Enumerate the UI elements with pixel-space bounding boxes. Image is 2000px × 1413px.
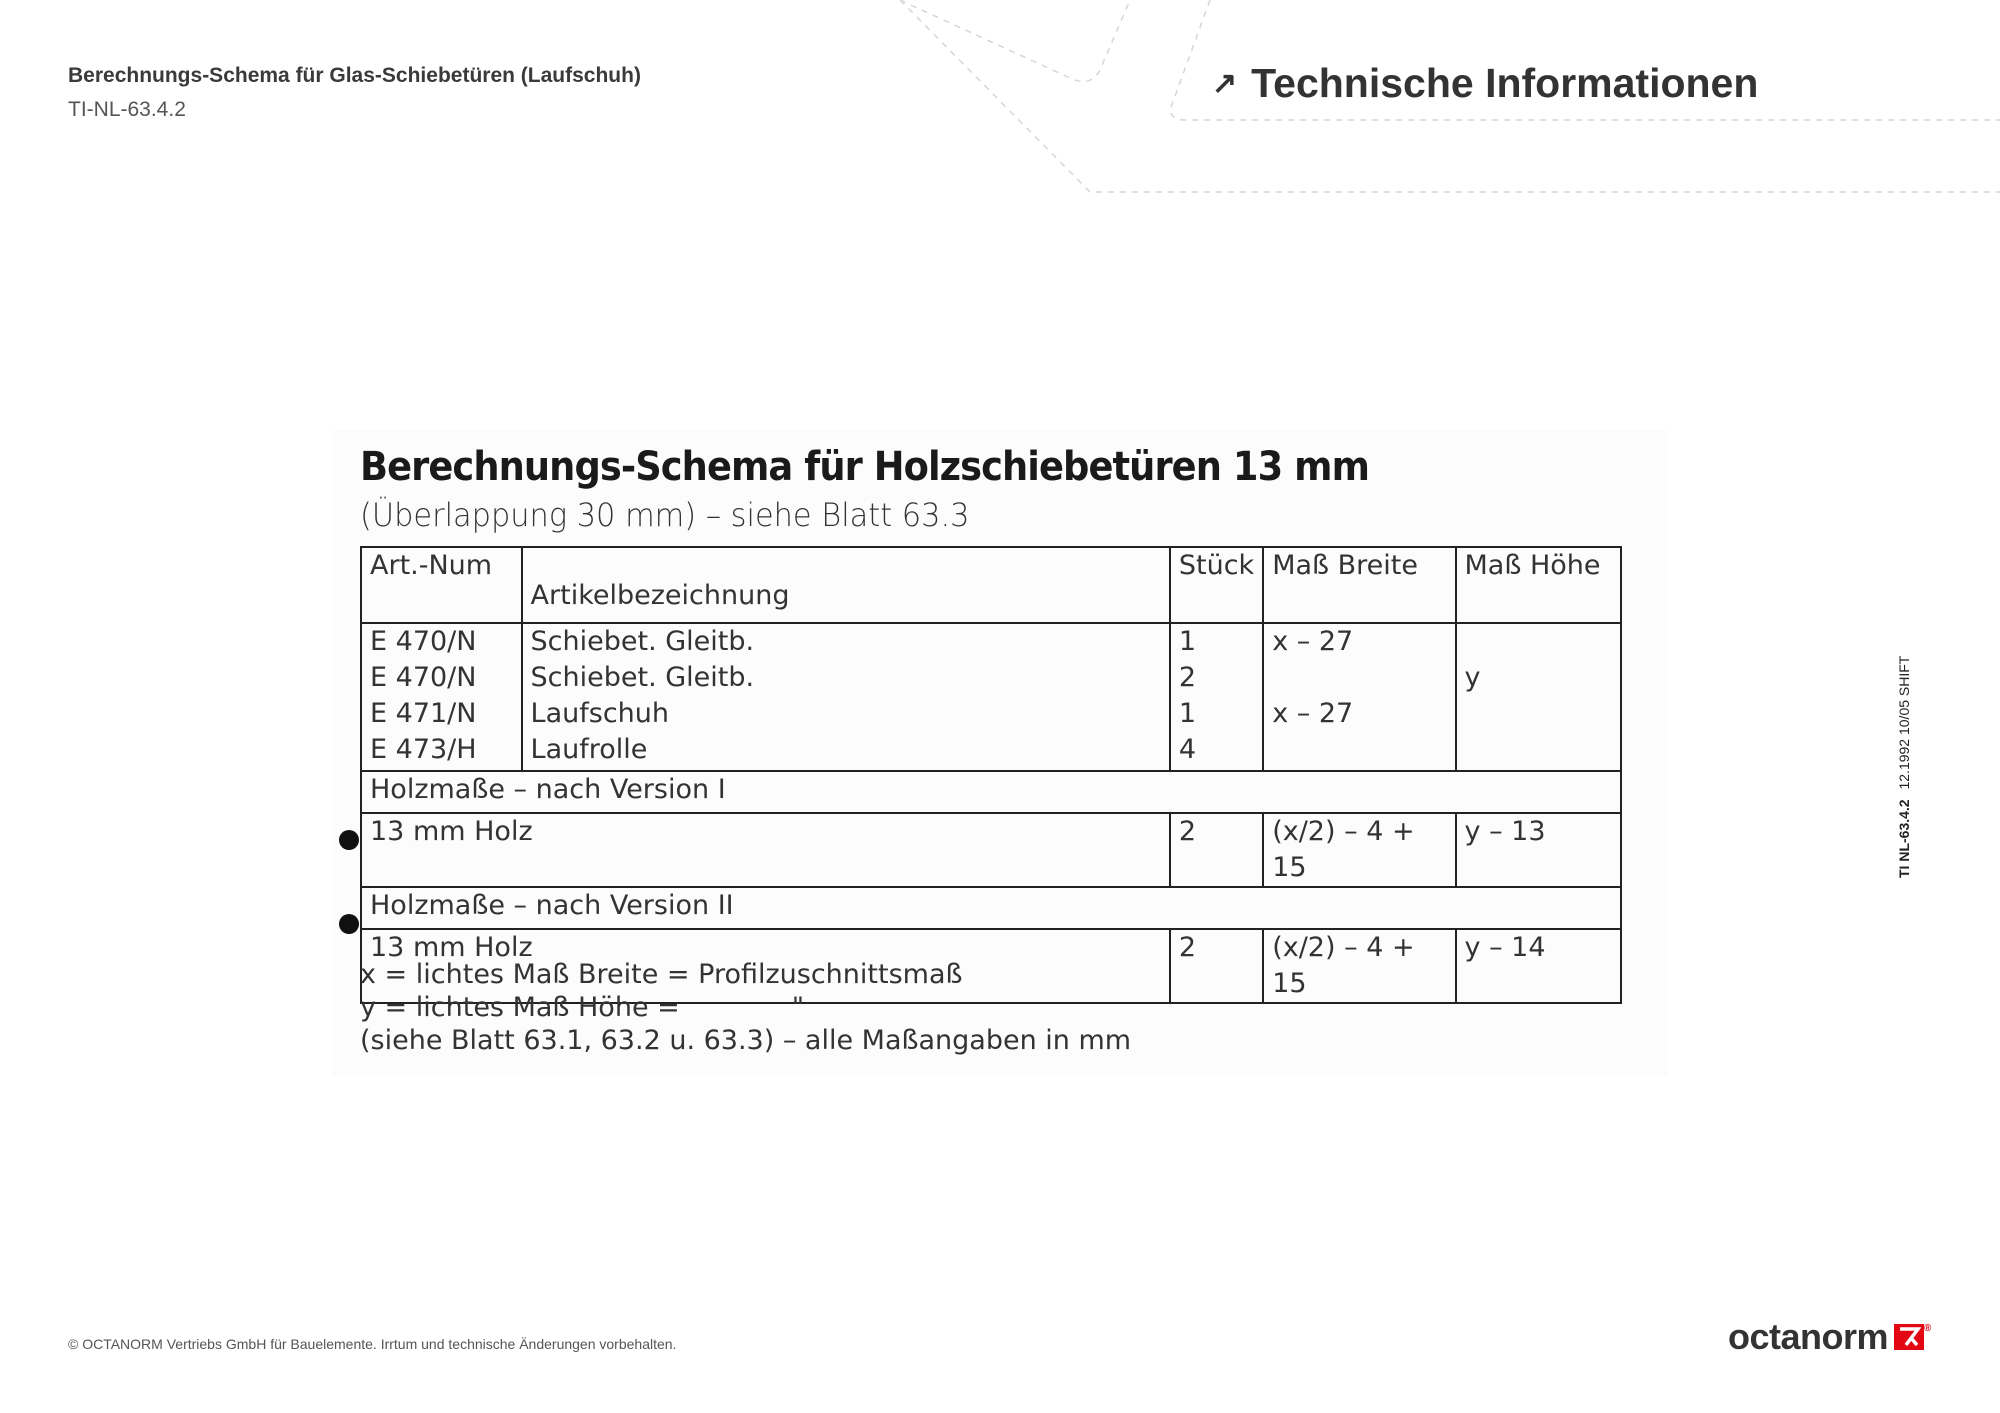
height-cell: y bbox=[1456, 623, 1621, 771]
section-row-version-1: Holzmaße – nach Version I bbox=[361, 771, 1621, 813]
legend-line: x = lichtes Maß Breite = Profilzuschnittsmaß bbox=[360, 959, 963, 990]
bullet-marker-version-1 bbox=[339, 830, 359, 850]
arrow-up-right-icon: ↗ bbox=[1212, 67, 1238, 100]
logo-mark-icon bbox=[1894, 1324, 1924, 1350]
table-row bbox=[361, 813, 1621, 887]
legend-line: y = lichtes Maß Höhe = " bbox=[360, 992, 805, 1023]
height-cell: y – 14 bbox=[1456, 929, 1621, 1003]
header-width: Maß Breite bbox=[1263, 547, 1455, 623]
octanorm-logo[interactable] bbox=[1728, 1316, 1931, 1358]
header-height: Maß Höhe bbox=[1456, 547, 1621, 623]
height-cell: y – 13 bbox=[1456, 813, 1621, 887]
calculation-table bbox=[360, 546, 1622, 1004]
scanned-schema bbox=[332, 430, 1668, 1076]
width-cell: (x/2) – 4 + 15 bbox=[1263, 929, 1455, 1003]
legend-line: (siehe Blatt 63.1, 63.2 u. 63.3) – alle Maßangaben in mm bbox=[360, 1025, 1132, 1056]
table-row bbox=[361, 623, 1621, 771]
section-row-version-2: Holzmaße – nach Version II bbox=[361, 887, 1621, 929]
schema-subtitle: (Überlappung 30 mm) – siehe Blatt 63.3 bbox=[360, 496, 970, 534]
logo-text: octanorm bbox=[1728, 1316, 1889, 1357]
side-note bbox=[1896, 656, 1912, 878]
bullet-marker-version-2 bbox=[339, 914, 359, 934]
width-cell: (x/2) – 4 + 15 bbox=[1263, 813, 1455, 887]
qty-cell: 1 2 1 4 bbox=[1170, 623, 1263, 771]
document-code: TI-NL-63.4.2 bbox=[68, 98, 186, 121]
header-qty: Stück bbox=[1170, 547, 1263, 623]
table-header-row bbox=[361, 547, 1621, 623]
section-header[interactable] bbox=[1212, 60, 1758, 107]
legend bbox=[360, 958, 1131, 1057]
registered-mark: ® bbox=[1924, 1322, 1931, 1334]
schema-title: Berechnungs-Schema für Holzschiebetüren 13 mm bbox=[360, 444, 1370, 490]
section-title: Technische Informationen bbox=[1251, 60, 1759, 106]
document-title: Berechnungs-Schema für Glas-Schiebetüren (Laufschuh) bbox=[68, 64, 641, 87]
side-note-info: 12.1992 10/05 SHIFT bbox=[1896, 655, 1912, 790]
description-cell: Schiebet. Gleitb. Schiebet. Gleitb. Laufschuh Laufrolle bbox=[522, 623, 1170, 771]
item-cell: 13 mm Holz bbox=[361, 929, 1170, 1003]
qty-cell: 2 bbox=[1170, 929, 1263, 1003]
side-note-code: TI NL-63.4.2 bbox=[1896, 799, 1912, 878]
item-cell: 13 mm Holz bbox=[361, 813, 1170, 887]
qty-cell: 2 bbox=[1170, 813, 1263, 887]
header-description: Artikelbezeichnung bbox=[522, 547, 1170, 623]
art-num-cell: E 470/N E 470/N E 471/N E 473/H bbox=[361, 623, 522, 771]
header-art-num: Art.-Num bbox=[361, 547, 522, 623]
footer-copyright: © OCTANORM Vertriebs GmbH für Bauelemente. Irrtum und technische Änderungen vorbehalten. bbox=[68, 1336, 677, 1352]
width-cell: x – 27 x – 27 bbox=[1263, 623, 1455, 771]
